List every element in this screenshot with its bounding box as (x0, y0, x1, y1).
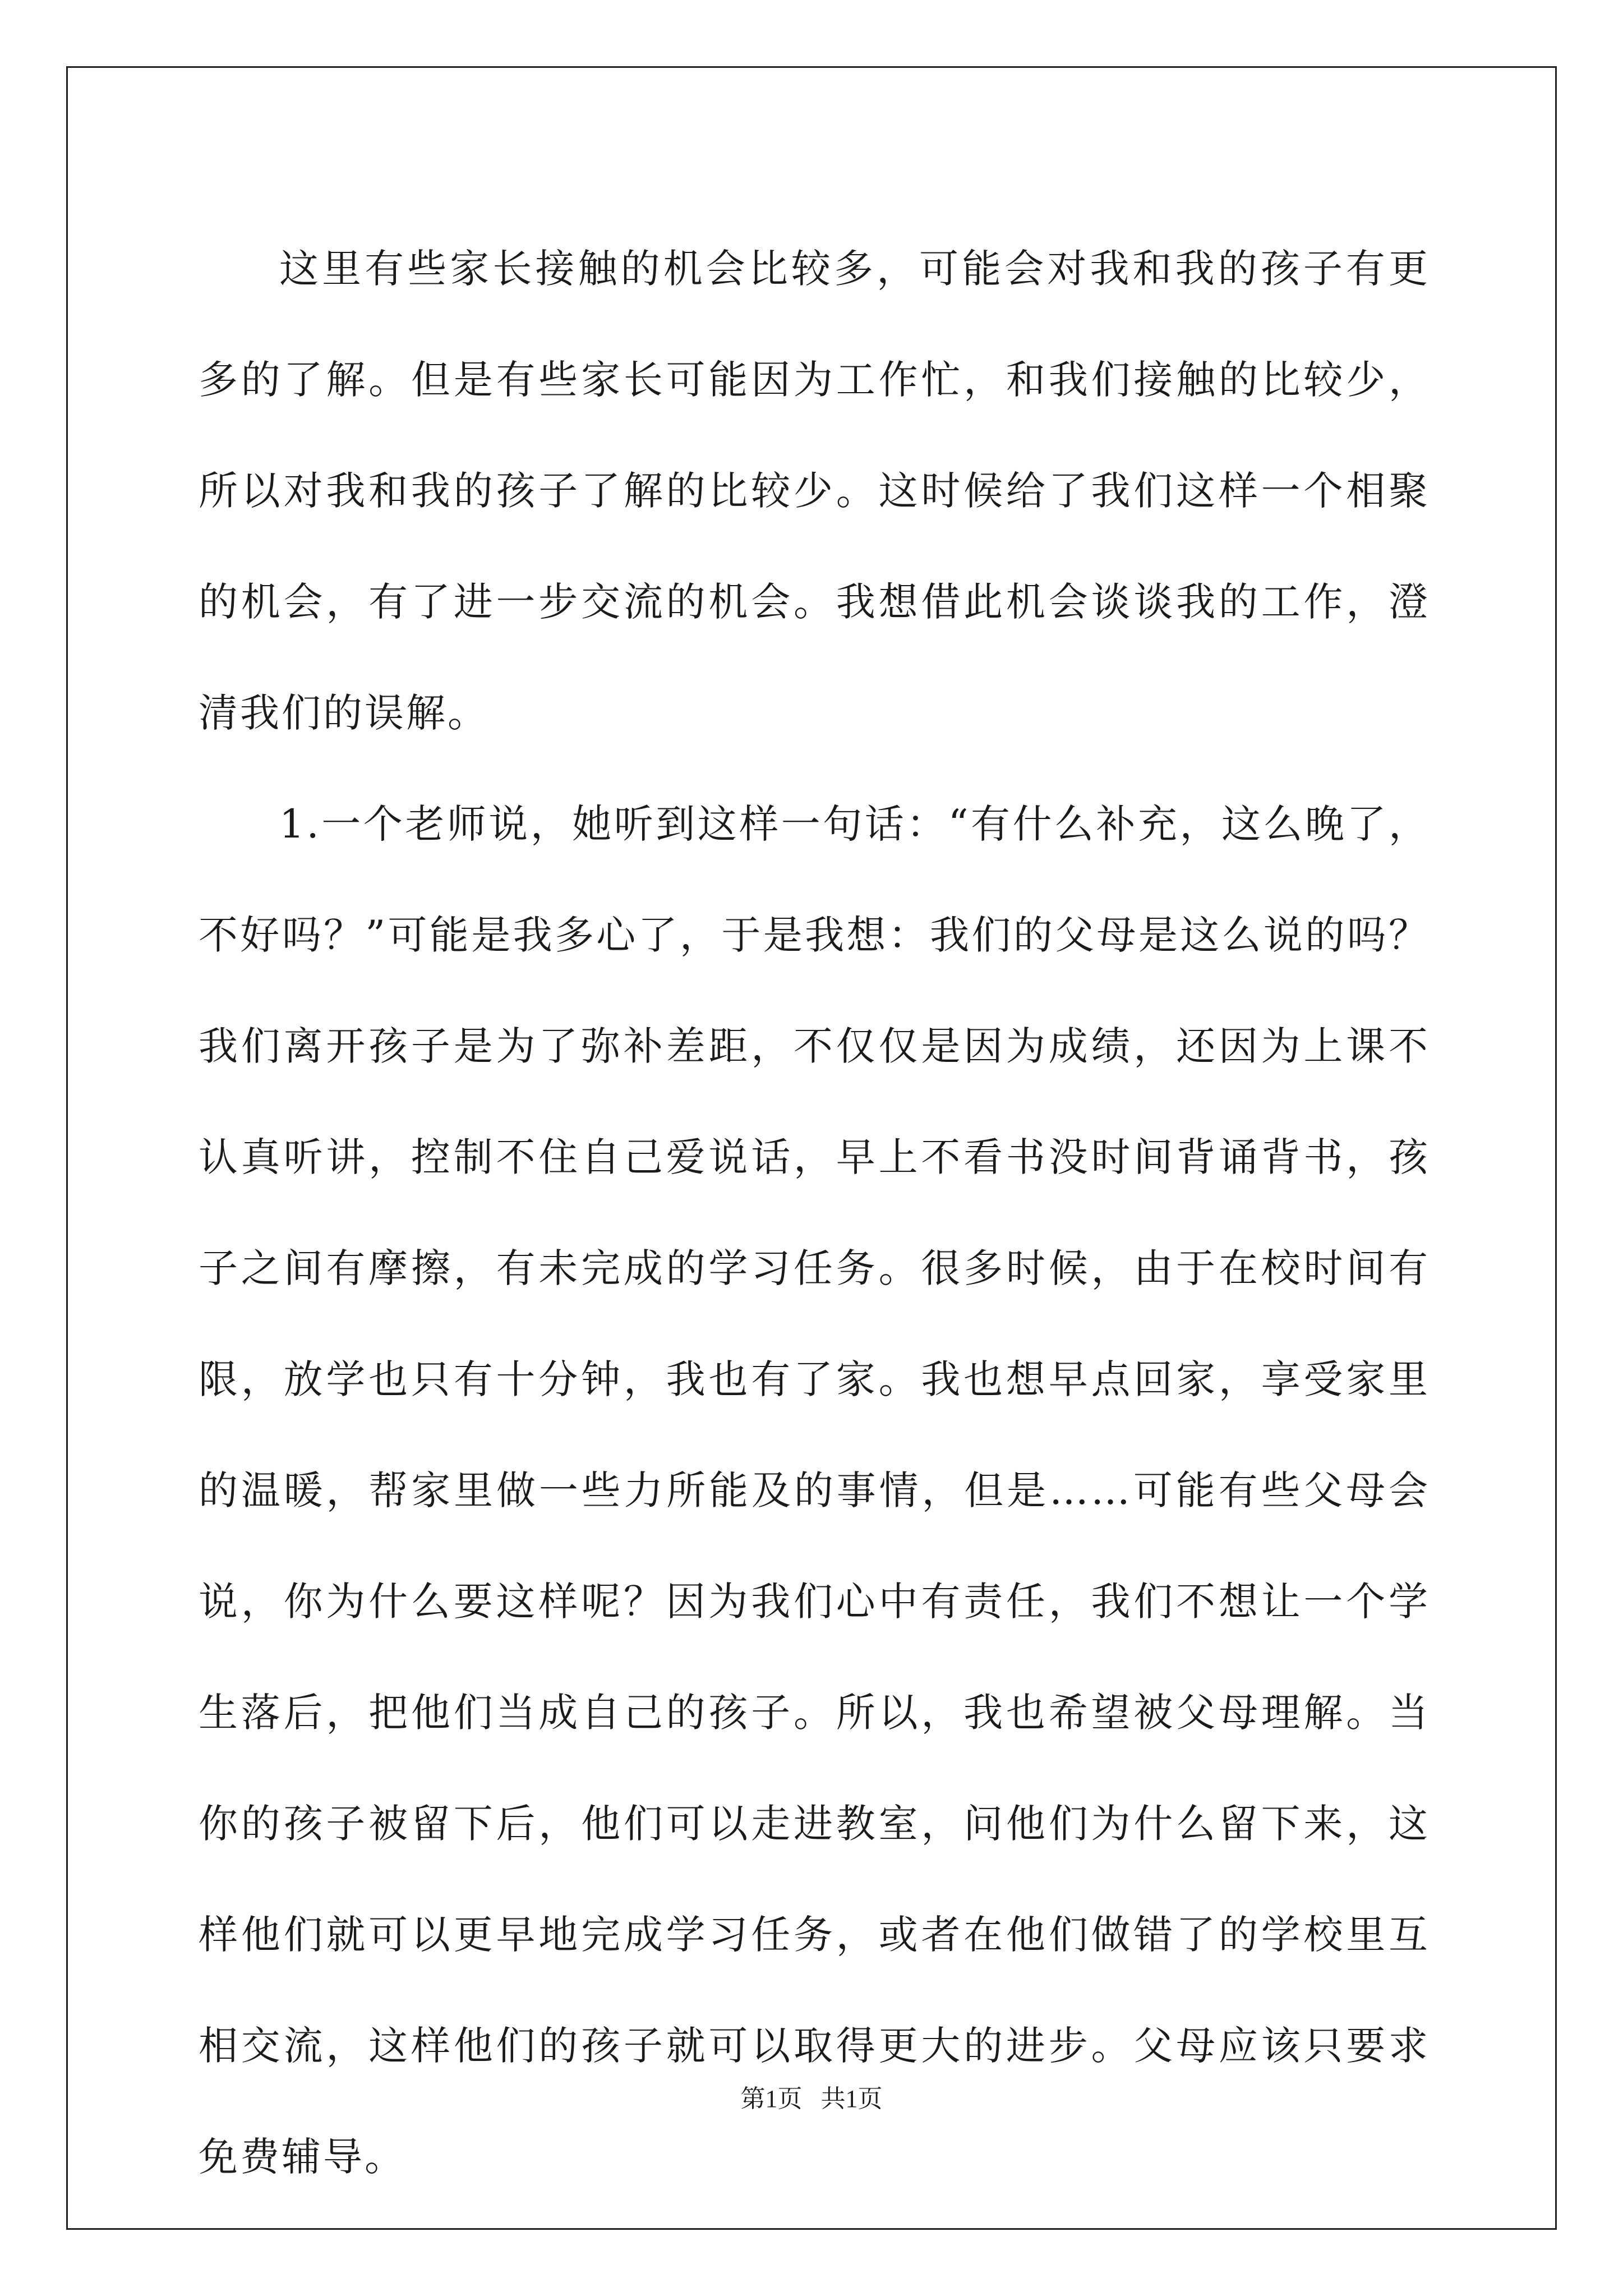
paragraph-intro: 这里有些家长接触的机会比较多，可能会对我和我的孩子有更多的了解。但是有些家长可能因为工作忙，和我们接触的比较少，所以对我和我的孩子了解的比较少。这时候给了我们这样一个相聚的机会，有了进一步交流的机会。我想借此机会谈谈我的工作，澄清我们的误解。 (199, 246, 1430, 736)
page-footer (0, 2082, 1623, 2116)
document-body (199, 213, 1430, 2212)
page-total: 共1页 (820, 2085, 883, 2113)
paragraph-point-1: 1.一个老师说，她听到这样一句话：“有什么补充，这么晚了，不好吗？”可能是我多心了，于是我想：我们的父母是这么说的吗？我们离开孩子是为了弥补差距，不仅仅是因为成绩，还因为上课不认真听讲，控制不住自己爱说话，早上不看书没时间背诵背书，孩子之间有摩擦，有未完成的学习任务。很多时候，由于在校时间有限，放学也只有十分钟，我也有了家。我也想早点回家，享受家里的温暖，帮家里做一些力所能及的事情，但是……可能有些父母会说，你为什么要这样呢？因为我们心中有责任，我们不想让一个学生落后，把他们当成自己的孩子。所以，我也希望被父母理解。当你的孩子被留下后，他们可以走进教室，问他们为什么留下来，这样他们就可以更早地完成学习任务，或者在他们做错了的学校里互相交流，这样他们的孩子就可以取得更大的进步。父母应该只要求免费辅导。 (199, 801, 1430, 2180)
page-number: 第1页 (740, 2085, 803, 2113)
